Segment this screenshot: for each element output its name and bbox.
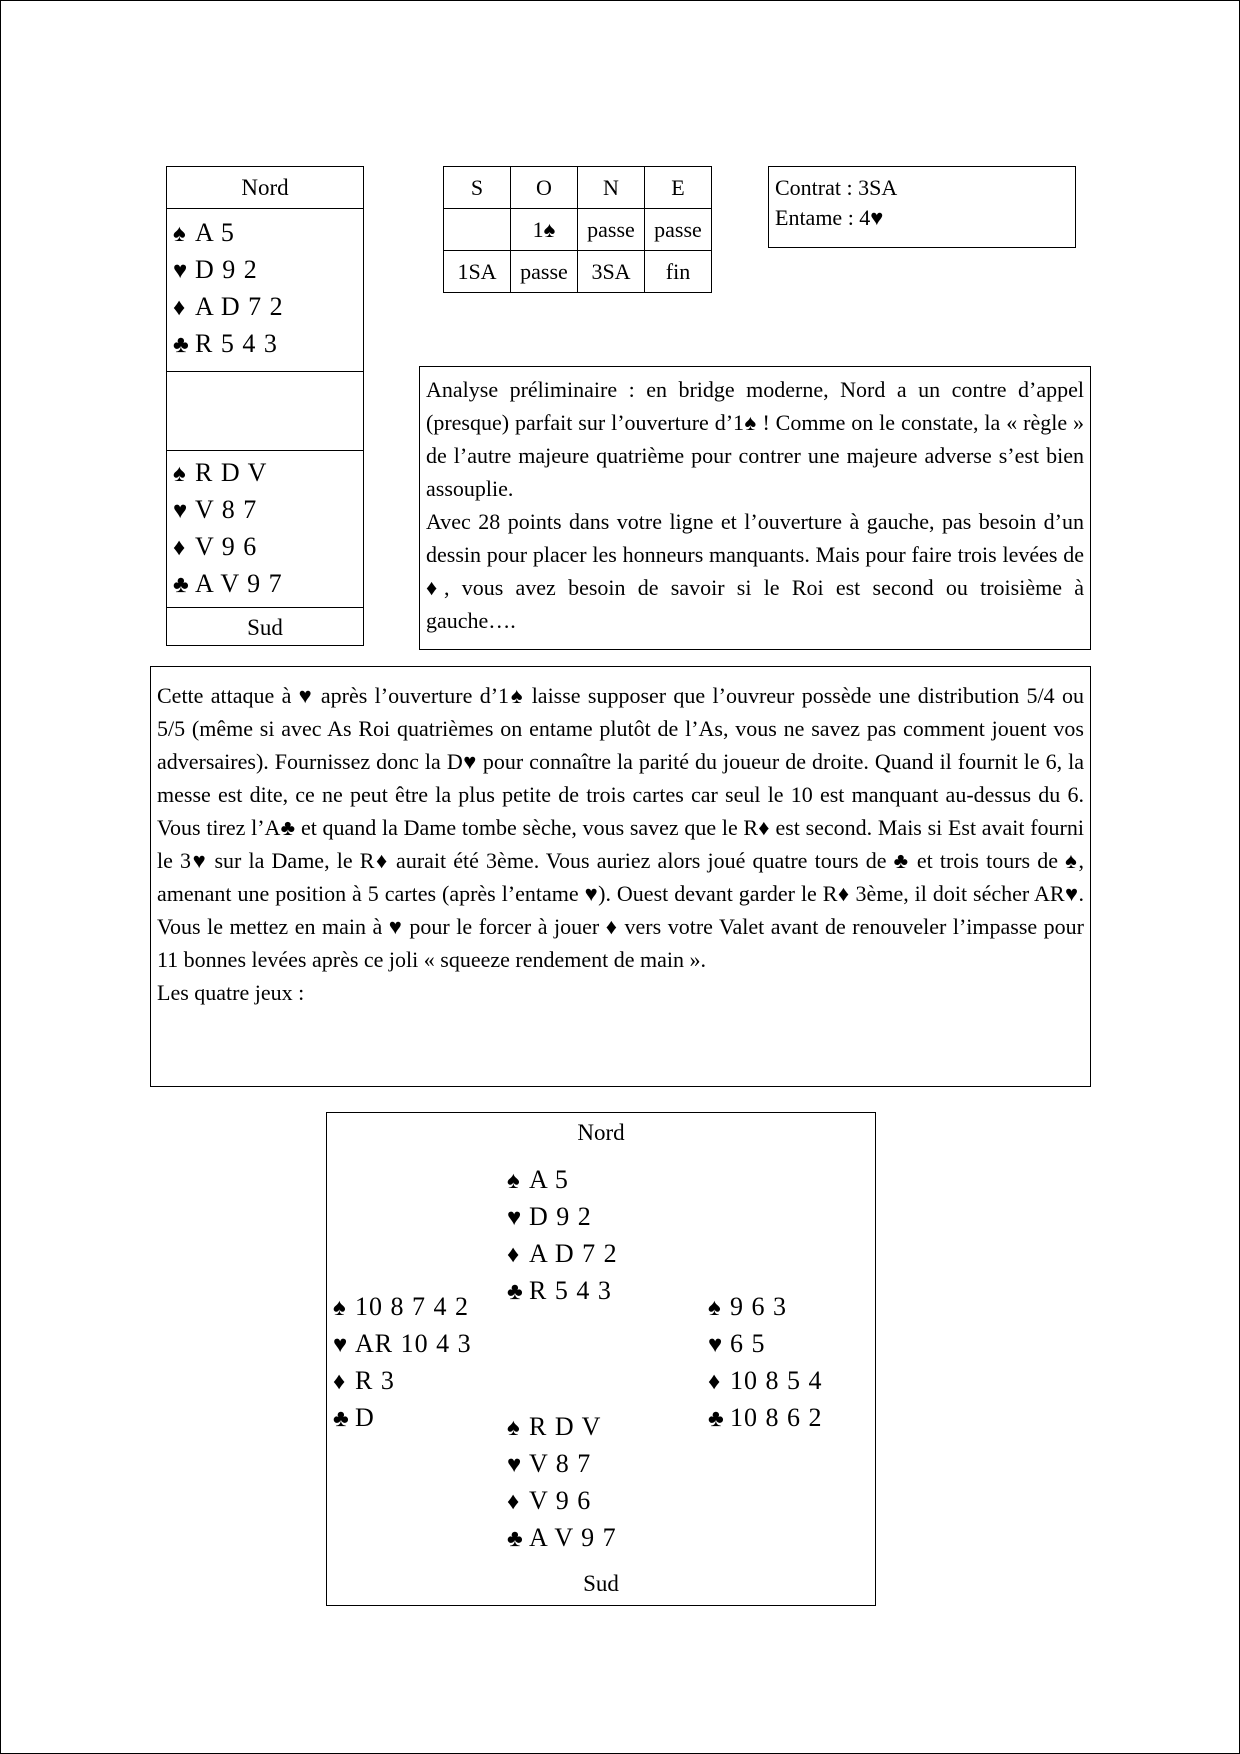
bid-cell: 1SA (444, 251, 511, 293)
spade-line: ♠ 10 8 7 4 2 (333, 1289, 472, 1326)
spade-line: ♠ 9 6 3 (708, 1289, 823, 1326)
spade-icon: ♠ (507, 1415, 521, 1441)
empty-cell (167, 372, 363, 451)
deal-south-label: Sud (583, 1571, 619, 1596)
heart-icon: ♥ (708, 1332, 724, 1358)
deal-west-hand (333, 1289, 472, 1437)
bidding-row (444, 209, 712, 251)
spade-icon: ♠ (708, 1295, 722, 1321)
club-line: ♣ 10 8 6 2 (708, 1400, 823, 1437)
heart-line: ♥ 6 5 (708, 1326, 823, 1363)
analysis-box (419, 366, 1091, 650)
heart-line: ♥ AR 10 4 3 (333, 1326, 472, 1363)
bid-cell: passe (511, 251, 578, 293)
lead-line: Entame : 4♥ (775, 205, 884, 230)
club-icon: ♣ (507, 1279, 524, 1305)
hand-box (166, 166, 364, 646)
bidding-row (444, 251, 712, 293)
diamond-line: ♦ A D 7 2 (173, 289, 284, 326)
deal-north-hand (507, 1162, 618, 1310)
analysis-paragraph: Avec 28 points dans votre ligne et l’ouverture à gauche, pas besoin d’un dessin pour placer les honneurs manquants. Mais pour faire trois levées de ♦, vous avez besoin de savoir si le Roi est second ou troisième à gauche…. (426, 509, 1084, 633)
spade-icon: ♠ (173, 461, 187, 487)
bid-cell: fin (645, 251, 712, 293)
club-line: ♣ A V 9 7 (507, 1520, 617, 1557)
spade-line: ♠ R D V (507, 1409, 617, 1446)
club-icon: ♣ (333, 1406, 350, 1432)
heart-icon: ♥ (333, 1332, 349, 1358)
bid-cell: 1♠ (511, 209, 578, 251)
header-cell: S (444, 167, 511, 209)
club-icon: ♣ (708, 1406, 725, 1432)
diamond-line: ♦ R 3 (333, 1363, 472, 1400)
heart-line: ♥ V 8 7 (173, 492, 283, 529)
deal-south-hand (507, 1409, 617, 1557)
heart-icon: ♥ (173, 258, 189, 284)
deal-diagram (326, 1112, 876, 1606)
contract-box (768, 166, 1076, 248)
header-cell: E (645, 167, 712, 209)
north-hand (173, 215, 284, 363)
heart-line: ♥ D 9 2 (507, 1199, 618, 1236)
spade-line: ♠ A 5 (173, 215, 284, 252)
diamond-line: ♦ 10 8 5 4 (708, 1363, 823, 1400)
deal-north-label: Nord (577, 1120, 625, 1145)
heart-icon: ♥ (173, 498, 189, 524)
club-line: ♣ R 5 4 3 (173, 326, 284, 363)
diamond-icon: ♦ (173, 295, 187, 321)
diamond-line: ♦ V 9 6 (507, 1483, 617, 1520)
bidding-table (443, 166, 712, 293)
bid-cell: passe (578, 209, 645, 251)
north-label: Nord (167, 167, 363, 209)
diamond-icon: ♦ (173, 535, 187, 561)
heart-icon: ♥ (507, 1205, 523, 1231)
diamond-icon: ♦ (507, 1489, 521, 1515)
contract-line: Contrat : 3SA (775, 175, 898, 200)
spade-icon: ♠ (173, 221, 187, 247)
bid-cell: 3SA (578, 251, 645, 293)
north-hand-cell (167, 209, 363, 372)
bidding-header (444, 167, 712, 209)
club-icon: ♣ (507, 1526, 524, 1552)
explanation-paragraph: Cette attaque à ♥ après l’ouverture d’1♠ laisse supposer que l’ouvreur possède une distribution 5/4 ou 5/5 (même si avec As Roi quatrièmes on entame plutôt de l’As, vous ne savez pas comment jouent vos adversaires). Fournissez donc la D♥ pour connaître la parité du joueur de droite. Quand il fournit le 6, la messe est dite, ce ne peut être la plus petite de trois cartes car seul le 10 est manquant au-dessus du 6. Vous tirez l’A♣ et quand la Dame tombe sèche, vous savez que le R♦ est second. Mais si Est avait fourni le 3♥ sur la Dame, le R♦ aurait été 3ème. Vous auriez alors joué quatre tours de ♣ et trois tours de ♠, amenant une position à 5 cartes (après l’entame ♥). Ouest devant garder le R♦ 3ème, il doit sécher AR♥. Vous le mettez en main à ♥ pour le forcer à jouer ♦ vers votre Valet avant de renouveler l’impasse pour 11 bonnes levées après ce joli « squeeze rendement de main ». (157, 683, 1084, 972)
club-line: ♣ A V 9 7 (173, 566, 283, 603)
club-icon: ♣ (173, 572, 190, 598)
south-hand (173, 455, 283, 603)
club-icon: ♣ (173, 332, 190, 358)
heart-line: ♥ D 9 2 (173, 252, 284, 289)
bid-cell: passe (645, 209, 712, 251)
diamond-line: ♦ A D 7 2 (507, 1236, 618, 1273)
club-line: ♣ R 5 4 3 (507, 1273, 618, 1310)
club-line: ♣ D (333, 1400, 472, 1437)
deal-east-hand (708, 1289, 823, 1437)
header-cell: N (578, 167, 645, 209)
south-hand-cell (167, 451, 363, 608)
spade-icon: ♠ (333, 1295, 347, 1321)
spade-icon: ♠ (507, 1168, 521, 1194)
heart-icon: ♥ (507, 1452, 523, 1478)
diamond-icon: ♦ (708, 1369, 722, 1395)
header-cell: O (511, 167, 578, 209)
spade-line: ♠ R D V (173, 455, 283, 492)
south-label: Sud (247, 615, 283, 640)
spade-line: ♠ A 5 (507, 1162, 618, 1199)
heart-line: ♥ V 8 7 (507, 1446, 617, 1483)
diamond-icon: ♦ (333, 1369, 347, 1395)
explanation-box (150, 666, 1091, 1087)
analysis-paragraph: Analyse préliminaire : en bridge moderne, Nord a un contre d’appel (presque) parfait sur l’ouverture d’1♠ ! Comme on le constate, la « règle » de l’autre majeure quatrième pour contrer une majeure adverse s’est bien assouplie. (426, 377, 1084, 501)
bid-cell (444, 209, 511, 251)
explanation-caption: Les quatre jeux : (157, 980, 305, 1005)
diamond-icon: ♦ (507, 1242, 521, 1268)
diamond-line: ♦ V 9 6 (173, 529, 283, 566)
